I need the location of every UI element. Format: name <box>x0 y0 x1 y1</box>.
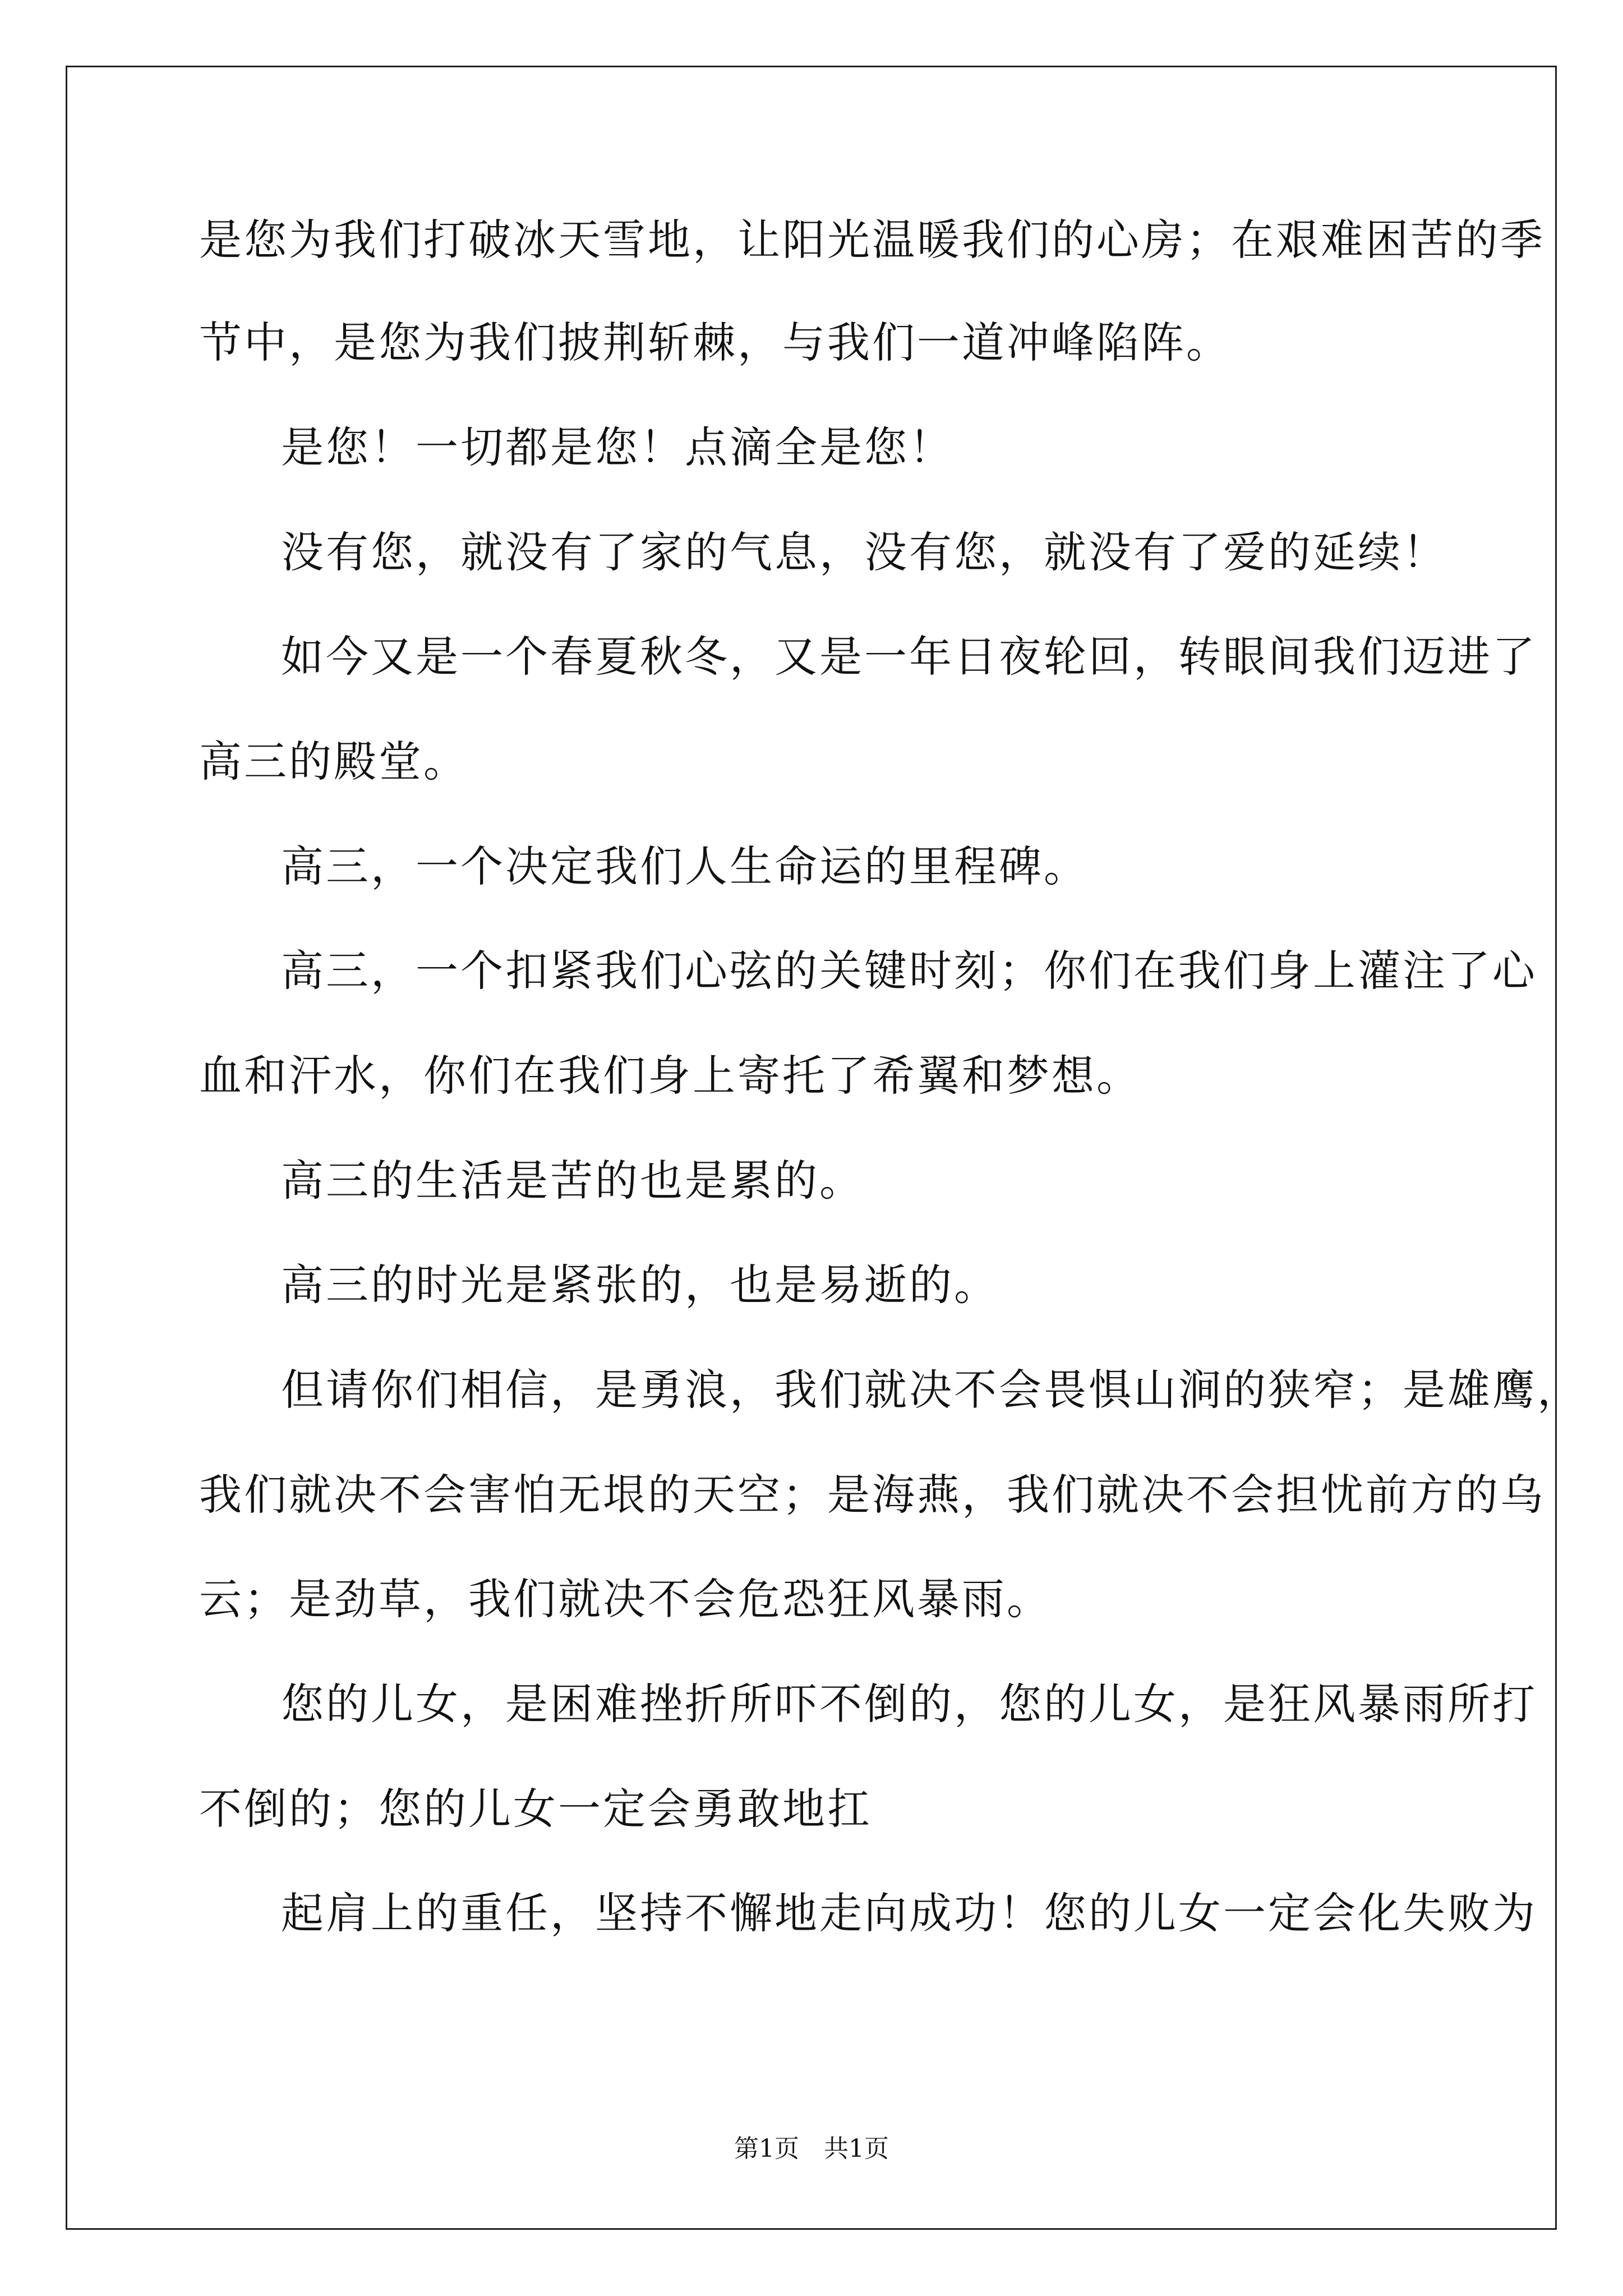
page-footer <box>0 2135 1623 2163</box>
text-line: 血和汗水，你们在我们身上寄托了希翼和梦想。 <box>199 1051 1141 1101</box>
text-line: 如今又是一个春夏秋冬，又是一年日夜轮回，转眼间我们迈进了 <box>281 632 1537 682</box>
text-line: 起肩上的重任，坚持不懈地走向成功！您的儿女一定会化失败为 <box>281 1888 1537 1938</box>
text-line: 我们就决不会害怕无垠的天空；是海燕，我们就决不会担忧前方的乌 <box>199 1470 1545 1520</box>
text-line: 不倒的；您的儿女一定会勇敢地扛 <box>199 1784 872 1834</box>
text-line: 没有您，就没有了家的气息，没有您，就没有了爱的延续！ <box>281 527 1447 577</box>
text-line: 是您！一切都是您！点滴全是您！ <box>281 422 954 472</box>
text-line: 您的儿女，是困难挫折所吓不倒的，您的儿女，是狂风暴雨所打 <box>281 1679 1537 1729</box>
text-line: 高三的殿堂。 <box>199 737 468 786</box>
text-line: 高三，一个扣紧我们心弦的关键时刻；你们在我们身上灌注了心 <box>281 946 1537 996</box>
text-line: 高三的时光是紧张的，也是易逝的。 <box>281 1260 999 1310</box>
text-line: 高三，一个决定我们人生命运的里程碑。 <box>281 841 1089 891</box>
text-line: 云；是劲草，我们就决不会危恐狂风暴雨。 <box>199 1574 1052 1624</box>
page-number-label: 第1页 共1页 <box>734 2134 889 2163</box>
text-line: 节中，是您为我们披荆斩棘，与我们一道冲峰陷阵。 <box>199 318 1231 367</box>
text-line: 但请你们相信，是勇浪，我们就决不会畏惧山涧的狭窄；是雄鹰， <box>281 1365 1582 1415</box>
text-line: 是您为我们打破冰天雪地，让阳光温暖我们的心房；在艰难困苦的季 <box>199 215 1545 265</box>
text-line: 高三的生活是苦的也是累的。 <box>281 1156 864 1205</box>
